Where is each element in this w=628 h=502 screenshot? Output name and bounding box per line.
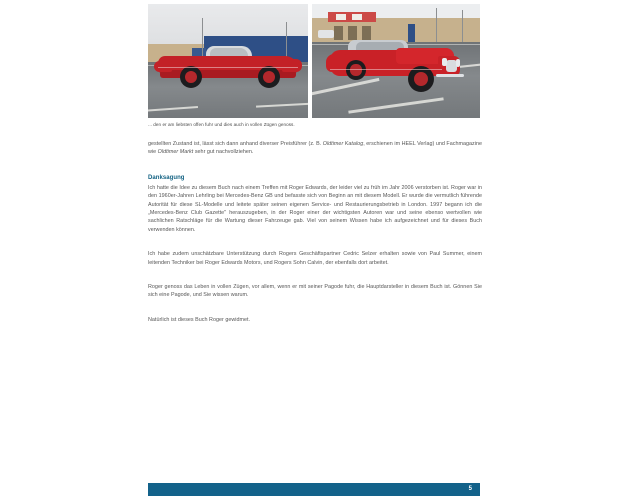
spacer [148,166,482,173]
intro-text-b: , erschienen im HEEL Verlag) und Fachmagazine wie [148,141,483,156]
intro-text-a: gestellten Zustand ist, lässt sich dann anhand diverser Preisführer (z. B. [148,141,323,147]
section-heading-danksagung: Danksagung [148,174,185,181]
car-front-bumper [436,74,464,77]
spacer [148,243,482,250]
photo-mercedes-front-view [312,4,480,118]
car-chrome-trim [158,67,298,68]
car-chrome-trim [330,69,442,70]
photo-caption: ... den er am liebsten offen fuhr und dies auch in vollen Zügen genoss. [148,122,295,127]
car-headlight-left [442,58,447,66]
photo-row [148,4,480,118]
spacer [148,309,482,316]
body-text-column [148,140,482,324]
storefront-window-1 [334,26,343,40]
blue-door [408,24,415,42]
paragraph-intro [148,140,482,157]
page-footer-bar [148,483,480,496]
storefront-window-3 [362,26,371,40]
car-headlight-right [456,59,460,67]
paragraph-4: Natürlich ist dieses Buch Roger gewidmet. [148,316,251,323]
paragraph-1: Ich hatte die Idee zu diesem Buch nach einem Treffen mit Roger Edwards, der leider viel zu früh im Jahr 2006 verstorben ist. Roger war in den 1960er-Jahren Lehrling bei Mercedes-Benz GB und befasste sich von Beginn an mit diesem Modell. Er wurde die vermutlich führende Autorität für diese SL-Modelle und leitete später seinen eigenen Service- und Restaurierungsbetrieb in London. 1997 begann ich die „Mercedes-Benz Club Gazette" herauszugeben, in der Roger einer der wichtigsten Autoren war und seine ebenso wertvollen wie sachlichen Ratschläge für die Wartung dieser Fahrzeuge gab. Viel von seinem Wissen habe ich aufgezeichnet und für dieses Buch verwenden können. [148,184,482,233]
page-number: 5 [468,486,472,492]
storefront-window-2 [348,26,357,40]
car-rear-wheel [258,66,280,88]
spacer [148,276,482,283]
sign-detail-2 [352,14,362,20]
car-rear-end [282,59,302,72]
intro-italic-oldtimer-markt: Oldtimer Markt [157,149,194,156]
car-front-wheel [180,66,202,88]
intro-text-c: sehr gut nachvollziehen. [193,149,254,156]
car-rear-wheel [346,60,366,80]
intro-italic-oldtimer-katalog: Oldtimer Katalog [322,141,364,147]
paragraph-3: Roger genoss das Leben in vollen Zügen, vor allem, wenn er mit seiner Pagode fuhr, die Hauptdarsteller in diesem Buch ist. Gönnen Sie sich eine Pagode, und Sie wissen warum. [148,284,482,299]
light-pole-2 [462,10,463,42]
sign-detail-1 [336,14,346,20]
light-pole-1 [436,8,437,42]
parked-car-background [318,30,334,38]
paragraph-2: Ich habe zudem unschätzbare Unterstützung durch Rogers Geschäftspartner Cedric Selzer erhalten sowie von Paul Summer, einem leitenden Techniker bei Roger Edwards Motors, und Rogers Sohn Calvin, der ebenfalls dort arbeitet. [148,251,482,266]
photo-mercedes-side-view [148,4,308,118]
